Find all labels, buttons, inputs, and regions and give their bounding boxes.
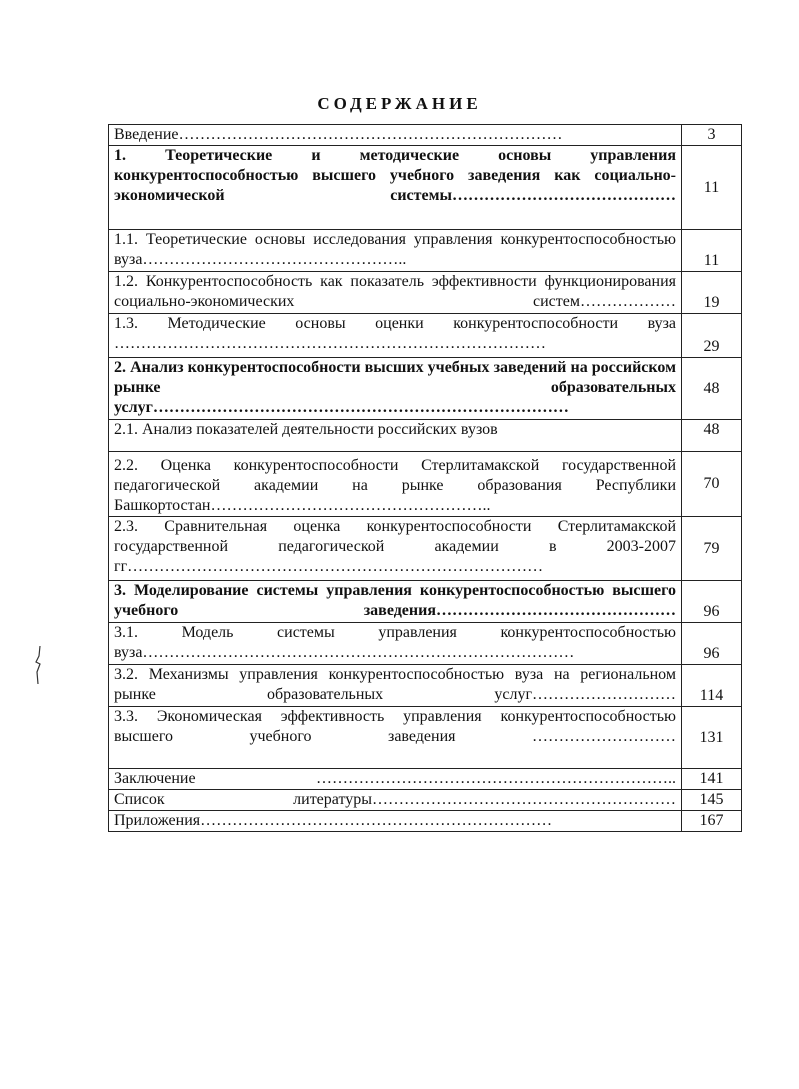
toc-entry-page: 167 [682,811,742,832]
contents-heading: СОДЕРЖАНИЕ [317,94,482,113]
toc-entry-page: 11 [682,230,742,272]
toc-entry-text: 2.3. Сравнительная оценка конкурентоспособности Стерлитамакской государственной педагогической академии в 2003-2007 гг…………………………………………………………………… [109,517,682,581]
toc-row [109,790,742,811]
toc-row [109,623,742,665]
toc-row [109,420,742,452]
toc-entry-text: 3. Моделирование системы управления конкурентоспособностью высшего учебного заведения……………………………………… [109,581,682,623]
table-of-contents [108,124,742,832]
toc-entry-text: 2. Анализ конкурентоспособности высших учебных заведений на российском рынке образовательных услуг…………………………………………………………………… [109,358,682,420]
toc-entry-page: 48 [682,420,742,452]
toc-row [109,769,742,790]
toc-row [109,452,742,517]
toc-entry-text: 1.2. Конкурентоспособность как показатель эффективности функционирования социально-экономических систем……………… [109,272,682,314]
toc-entry-page: 79 [682,517,742,581]
toc-row [109,707,742,769]
toc-row [109,358,742,420]
pen-mark-icon [34,644,44,686]
toc-entry-text: 3.3. Экономическая эффективность управления конкурентоспособностью высшего учебного заведения ……………………… [109,707,682,769]
toc-row [109,581,742,623]
toc-entry-page: 96 [682,623,742,665]
toc-entry-page: 48 [682,358,742,420]
toc-entry-page: 3 [682,125,742,146]
toc-entry-page: 145 [682,790,742,811]
toc-row [109,125,742,146]
toc-row [109,314,742,358]
toc-entry-text: Список литературы………………………………………………… [109,790,682,811]
toc-entry-page: 29 [682,314,742,358]
toc-entry-page: 96 [682,581,742,623]
toc-entry-text: Введение……………………………………………………………… [109,125,682,146]
toc-row [109,517,742,581]
toc-row [109,230,742,272]
toc-entry-text: Заключение ………………………………………………………….. [109,769,682,790]
toc-entry-page: 19 [682,272,742,314]
toc-entry-page: 70 [682,452,742,517]
toc-entry-text: 3.2. Механизмы управления конкурентоспособностью вуза на региональном рынке образовательных услуг……………………… [109,665,682,707]
toc-entry-text: 1.1. Теоретические основы исследования управления конкурентоспособностью вуза………………………………………….. [109,230,682,272]
toc-entry-text: 1. Теоретические и методические основы управления конкурентоспособностью высшего учебного заведения как социально-экономической системы…………………………………… [109,146,682,230]
toc-row [109,811,742,832]
toc-row [109,665,742,707]
toc-entry-page: 11 [682,146,742,230]
toc-entry-page: 141 [682,769,742,790]
toc-entry-text: 2.1. Анализ показателей деятельности российских вузов [109,420,682,452]
toc-entry-text: 2.2. Оценка конкурентоспособности Стерлитамакской государственной педагогической академии на рынке образования Республики Башкортостан…………………………………………….. [109,452,682,517]
toc-entry-page: 131 [682,707,742,769]
toc-entry-text: 3.1. Модель системы управления конкурентоспособностью вуза……………………………………………………………………… [109,623,682,665]
toc-entry-text: 1.3. Методические основы оценки конкурентоспособности вуза ……………………………………………………………………… [109,314,682,358]
toc-entry-text: Приложения………………………………………………………… [109,811,682,832]
toc-row [109,146,742,230]
toc-row [109,272,742,314]
toc-entry-page: 114 [682,665,742,707]
